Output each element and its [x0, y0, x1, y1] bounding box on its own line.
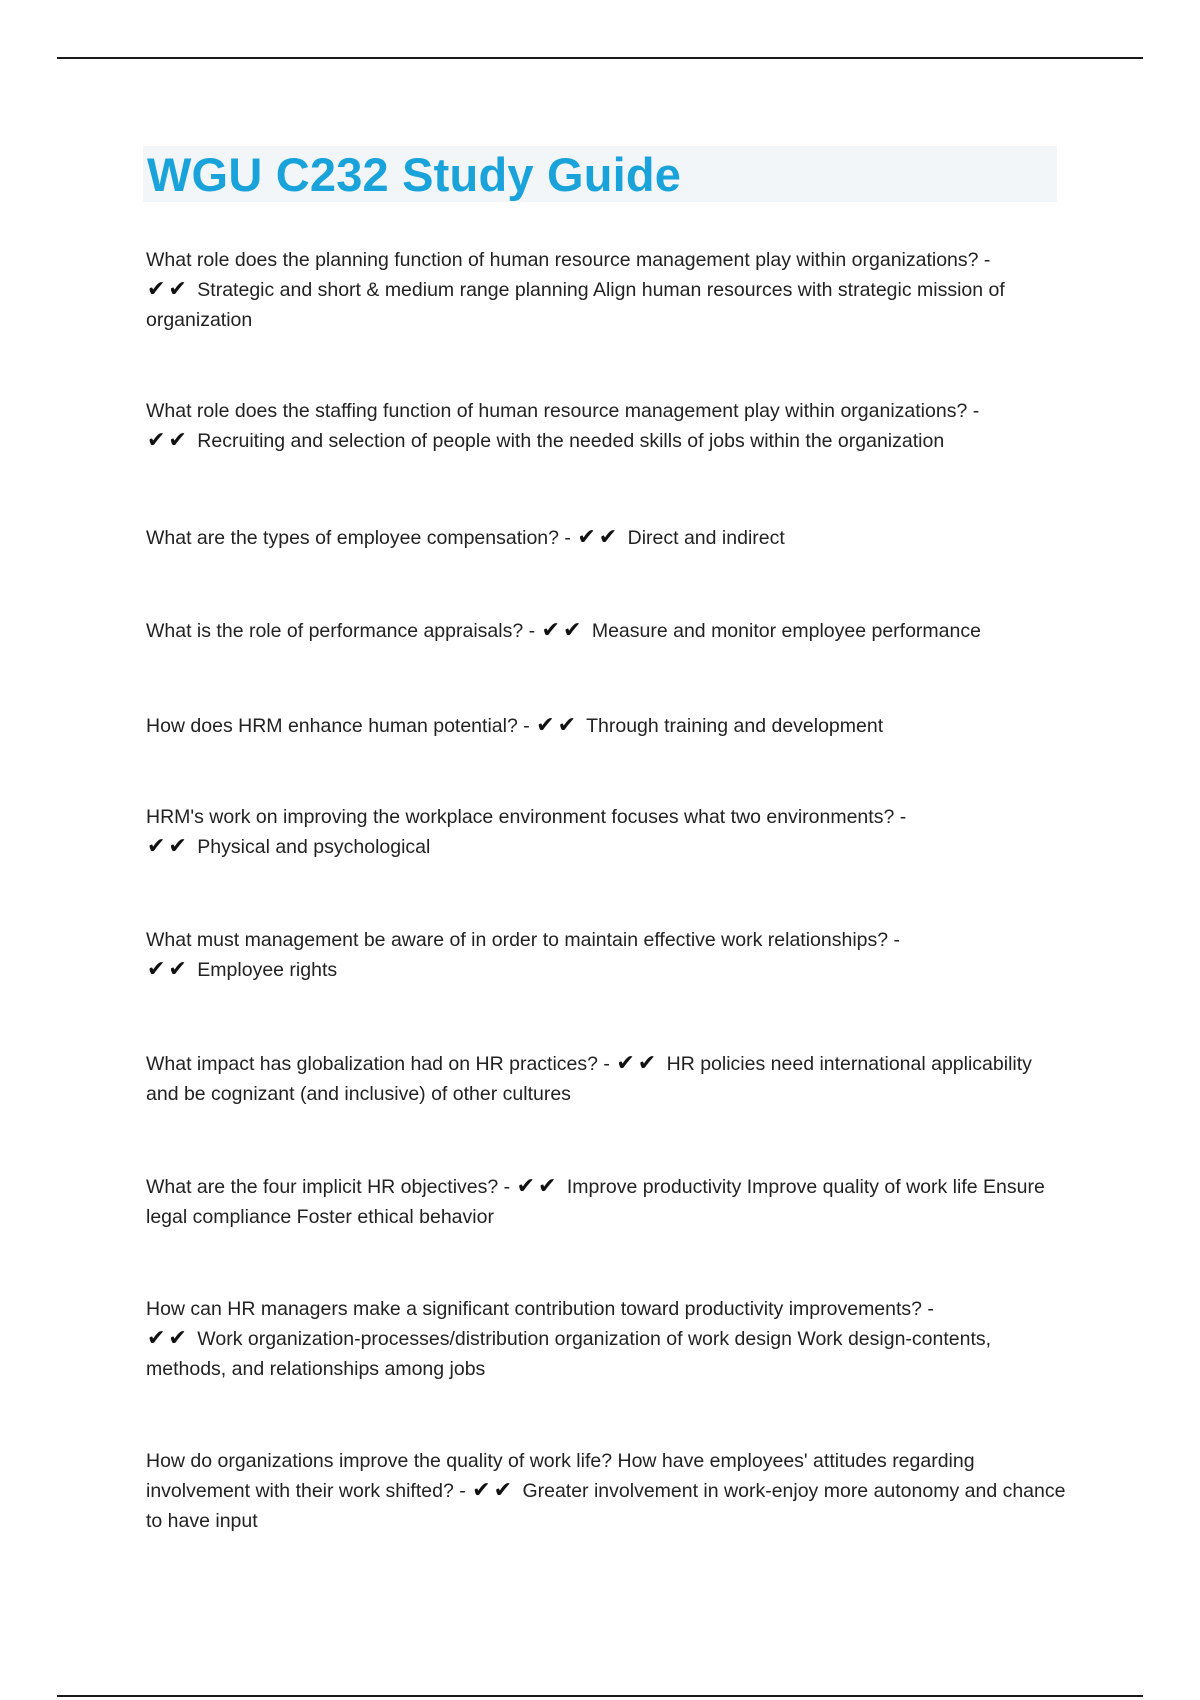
question-text: How do organizations improve the quality of work life? How have employees' attitudes regarding involvement with their work shifted? - [146, 1450, 975, 1502]
question-text: What is the role of performance appraisals? - [146, 620, 536, 642]
qa-item [146, 396, 1066, 456]
qa-item [146, 523, 1066, 553]
answer-text: HR policies need international applicability and be cognizant (and inclusive) of other cultures [146, 1053, 1032, 1105]
document-title: WGU C232 Study Guide [147, 147, 682, 201]
question-text: What are the four implicit HR objectives? - [146, 1176, 511, 1198]
answer-text: Employee rights [197, 959, 338, 981]
question-text: How does HRM enhance human potential? - [146, 715, 530, 737]
check-mark-icon: ✔✔ [577, 525, 621, 550]
check-mark-icon: ✔✔ [536, 713, 580, 738]
check-mark-icon: ✔✔ [147, 277, 190, 302]
answer-text: Physical and psychological [197, 836, 431, 858]
answer-text: Improve productivity Improve quality of work life Ensure legal compliance Foster ethical behavior [146, 1176, 1045, 1228]
answer-text: Measure and monitor employee performance [591, 620, 981, 642]
answer-text: Strategic and short & medium range planning Align human resources with strategic mission of organization [146, 279, 1005, 331]
check-mark-icon: ✔✔ [147, 1326, 190, 1351]
answer-text: Direct and indirect [627, 527, 785, 549]
check-mark-icon: ✔✔ [516, 1174, 560, 1199]
question-text: What must management be aware of in order to maintain effective work relationships? - [146, 929, 901, 951]
qa-item [146, 711, 1066, 741]
question-text: What role does the staffing function of human resource management play within organizations? - [146, 400, 980, 422]
qa-item [146, 1049, 1066, 1109]
qa-item [146, 1172, 1066, 1232]
qa-item [146, 925, 1066, 985]
check-mark-icon: ✔✔ [147, 834, 190, 859]
footer-rule [57, 1695, 1143, 1697]
question-text: What role does the planning function of human resource management play within organizations? - [146, 249, 991, 271]
check-mark-icon: ✔✔ [541, 618, 585, 643]
question-text: What impact has globalization had on HR practices? - [146, 1053, 610, 1075]
title-band [143, 146, 1057, 202]
question-text: HRM's work on improving the workplace environment focuses what two environments? - [146, 806, 907, 828]
answer-text: Work organization-processes/distribution organization of work design Work design-contents, methods, and relationships among jobs [146, 1328, 992, 1380]
answer-text: Recruiting and selection of people with the needed skills of jobs within the organization [197, 430, 945, 452]
qa-item [146, 802, 1066, 862]
qa-item [146, 245, 1066, 335]
qa-item [146, 1294, 1066, 1384]
check-mark-icon: ✔✔ [147, 428, 190, 453]
qa-item [146, 1446, 1066, 1536]
answer-text: Through training and development [586, 715, 884, 737]
question-text: What are the types of employee compensation? - [146, 527, 571, 549]
question-text: How can HR managers make a significant contribution toward productivity improvements? - [146, 1298, 934, 1320]
header-rule [57, 57, 1143, 59]
check-mark-icon: ✔✔ [616, 1051, 660, 1076]
answer-text: Greater involvement in work-enjoy more autonomy and chance to have input [146, 1480, 1066, 1532]
qa-item [146, 616, 1066, 646]
check-mark-icon: ✔✔ [472, 1478, 516, 1503]
check-mark-icon: ✔✔ [147, 957, 190, 982]
